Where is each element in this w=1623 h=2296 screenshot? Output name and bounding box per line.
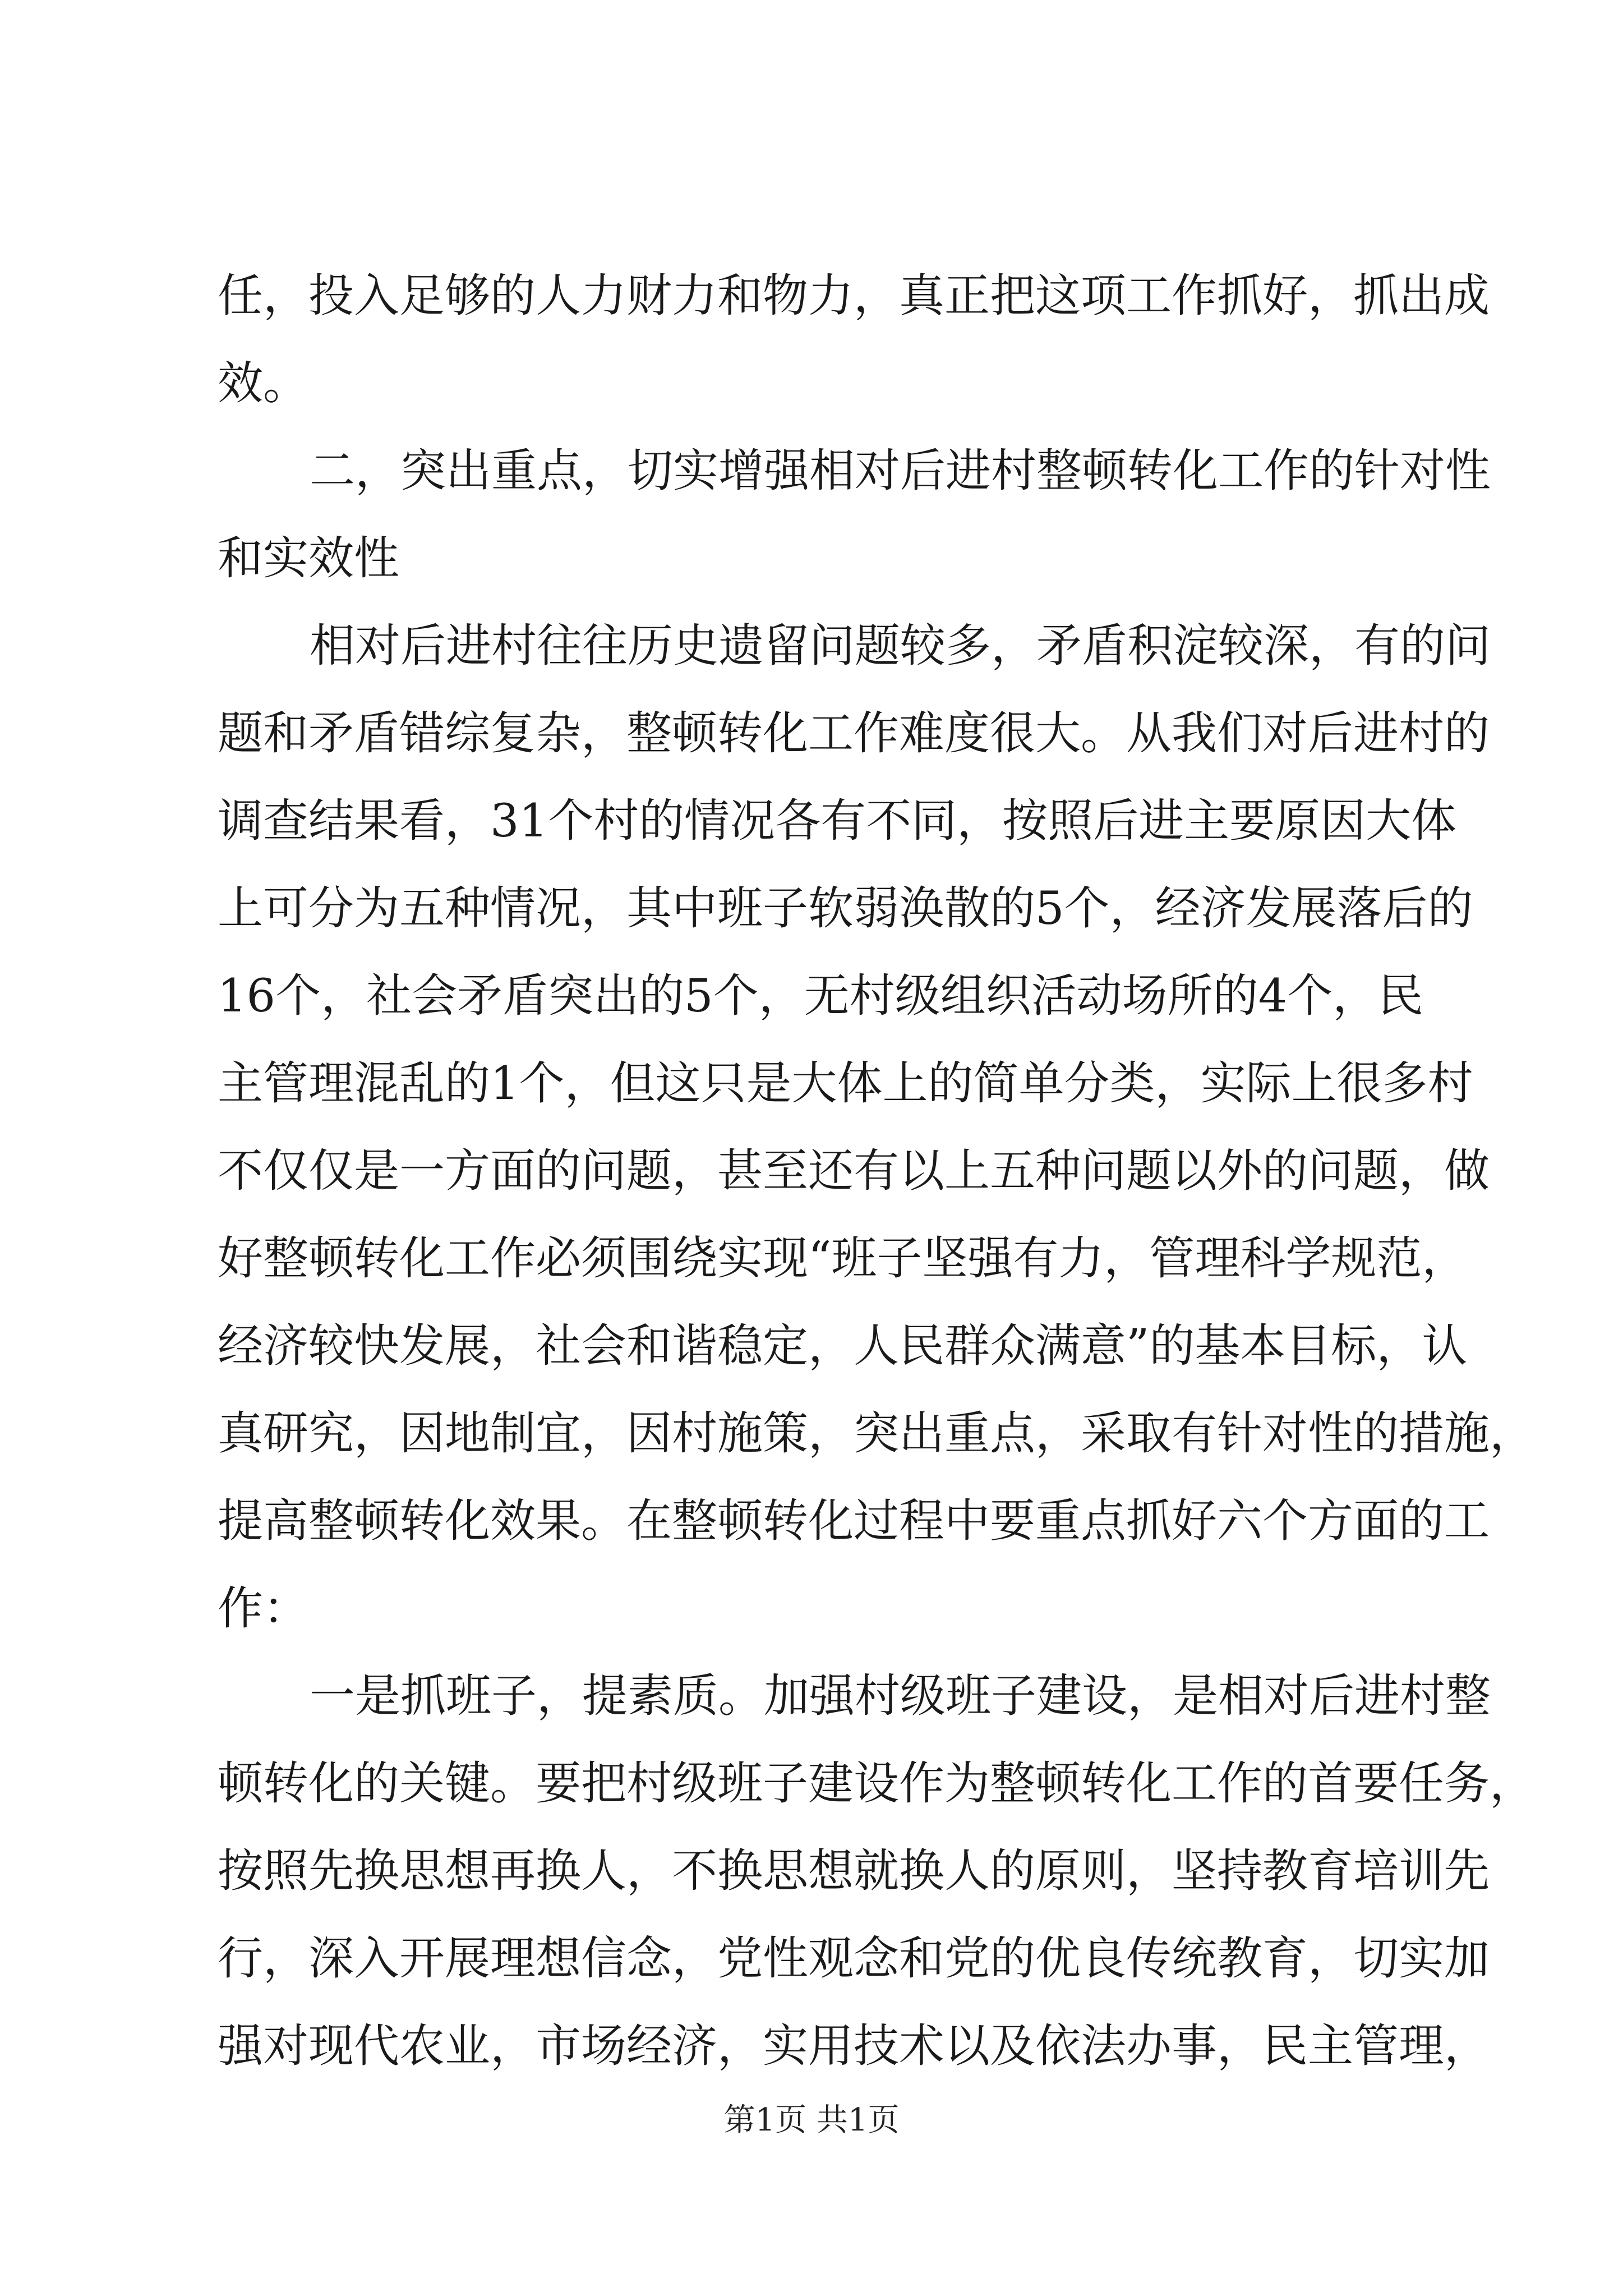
- text-line: 相对后进村往往历史遗留问题较多，矛盾积淀较深，有的问: [310, 620, 1491, 673]
- text-line: 题和矛盾错综复杂，整顿转化工作难度很大。从我们对后进村的: [218, 707, 1490, 760]
- text-line: 作：: [218, 1582, 309, 1635]
- text-line: 16个，社会矛盾突出的5个，无村级组织活动场所的4个，民: [218, 970, 1424, 1023]
- text-line: 真研究，因地制宜，因村施策，突出重点，采取有针对性的措施，: [218, 1407, 1536, 1460]
- text-line: 经济较快发展，社会和谐稳定，人民群众满意”的基本目标，认: [218, 1320, 1468, 1373]
- text-line: 按照先换思想再换人，不换思想就换人的原则，坚持教育培训先: [218, 1845, 1490, 1898]
- text-line: 强对现代农业，市场经济，实用技术以及依法办事，民主管理，: [218, 2020, 1490, 2073]
- text-line: 主管理混乱的1个，但这只是大体上的简单分类，实际上很多村: [218, 1057, 1473, 1110]
- text-line: 一是抓班子，提素质。加强村级班子建设，是相对后进村整: [310, 1670, 1491, 1723]
- text-line: 行，深入开展理想信念，党性观念和党的优良传统教育，切实加: [218, 1932, 1490, 1985]
- page-number: 第1页 共1页: [723, 2102, 900, 2138]
- text-line: 提高整顿转化效果。在整顿转化过程中要重点抓好六个方面的工: [218, 1495, 1490, 1548]
- text-line: 调查结果看，31个村的情况各有不同，按照后进主要原因大体: [218, 795, 1457, 848]
- section-heading-line: 和实效性: [218, 532, 400, 585]
- text-line: 不仅仅是一方面的问题，甚至还有以上五种问题以外的问题，做: [218, 1145, 1490, 1198]
- text-line: 效。: [218, 357, 309, 410]
- text-line: 任，投入足够的人力财力和物力，真正把这项工作抓好，抓出成: [218, 270, 1490, 323]
- text-line: 上可分为五种情况，其中班子软弱涣散的5个，经济发展落后的: [218, 882, 1473, 935]
- section-heading-line: 二，突出重点，切实增强相对后进村整顿转化工作的针对性: [310, 445, 1491, 498]
- text-line: 顿转化的关键。要把村级班子建设作为整顿转化工作的首要任务，: [218, 1757, 1536, 1810]
- text-line: 好整顿转化工作必须围绕实现“班子坚强有力，管理科学规范，: [218, 1232, 1468, 1285]
